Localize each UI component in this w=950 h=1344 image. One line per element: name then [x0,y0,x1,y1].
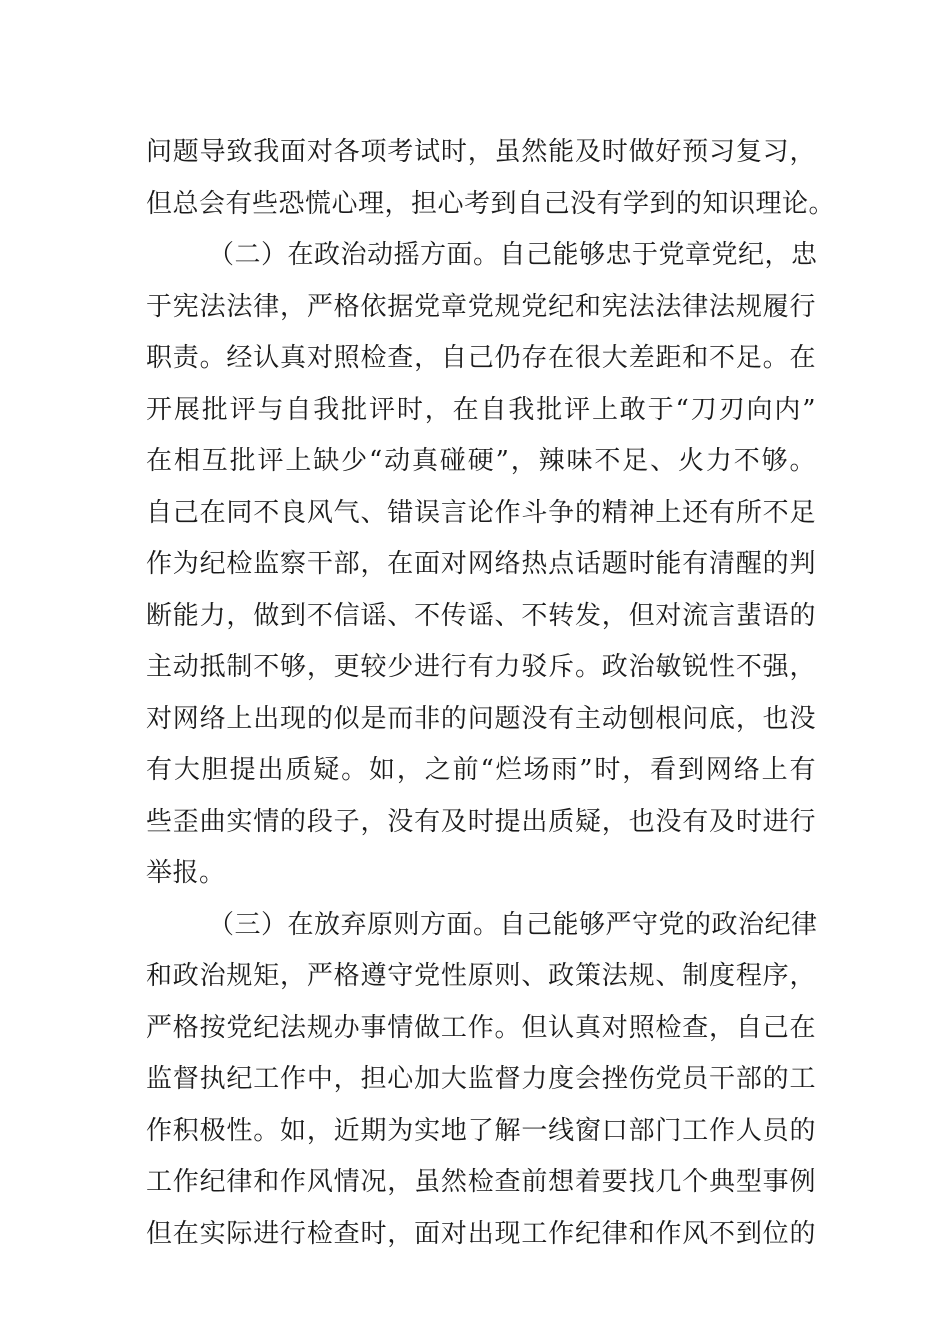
text-line: 问题导致我面对各项考试时，虽然能及时做好预习复习， [146,137,816,167]
text-line: 主动抵制不够，更较少进行有力驳斥。政治敏锐性不强， [146,652,816,682]
text-line: 作积极性。如，近期为实地了解一线窗口部门工作人员的 [146,1115,816,1146]
text-line: 对网络上出现的似是而非的问题没有主动刨根问底，也没 [146,703,816,734]
text-line: 举报。 [146,858,226,888]
text-line: 开展批评与自我批评时，在自我批评上敢于“刀刃向内” [146,394,816,425]
text-line: 严格按党纪法规办事情做工作。但认真对照检查，自己在 [146,1012,816,1043]
text-line: 工作纪律和作风情况，虽然检查前想着要找几个典型事例 [146,1167,816,1197]
text-line: 自己在同不良风气、错误言论作斗争的精神上还有所不足 [146,497,816,528]
text-line: 于宪法法律，严格依据党章党规党纪和宪法法律法规履行 [146,291,816,322]
paragraph-start-line: （三）在放弃原则方面。自己能够严守党的政治纪律 [208,909,818,940]
text-line: 断能力，做到不信谣、不传谣、不转发，但对流言蜚语的 [146,600,816,631]
text-line: 和政治规矩，严格遵守党性原则、政策法规、制度程序， [146,961,816,991]
text-line: 但在实际进行检查时，面对出现工作纪律和作风不到位的 [146,1218,816,1249]
text-line: 监督执纪工作中，担心加大监督力度会挫伤党员干部的工 [146,1064,816,1094]
text-line: 但总会有些恐慌心理，担心考到自己没有学到的知识理论。 [146,188,836,219]
body-text [146,127,836,1260]
text-line: 作为纪检监察干部，在面对网络热点话题时能有清醒的判 [146,549,816,579]
text-line: 有大胆提出质疑。如，之前“烂场雨”时，看到网络上有 [146,755,816,785]
paragraph-start-line: （二）在政治动摇方面。自己能够忠于党章党纪，忠 [208,240,818,270]
text-line: 在相互批评上缺少“动真碰硬”，辣味不足、火力不够。 [146,446,816,476]
text-line: 职责。经认真对照检查，自己仍存在很大差距和不足。在 [146,343,816,373]
text-line: 些歪曲实情的段子，没有及时提出质疑，也没有及时进行 [146,806,816,837]
